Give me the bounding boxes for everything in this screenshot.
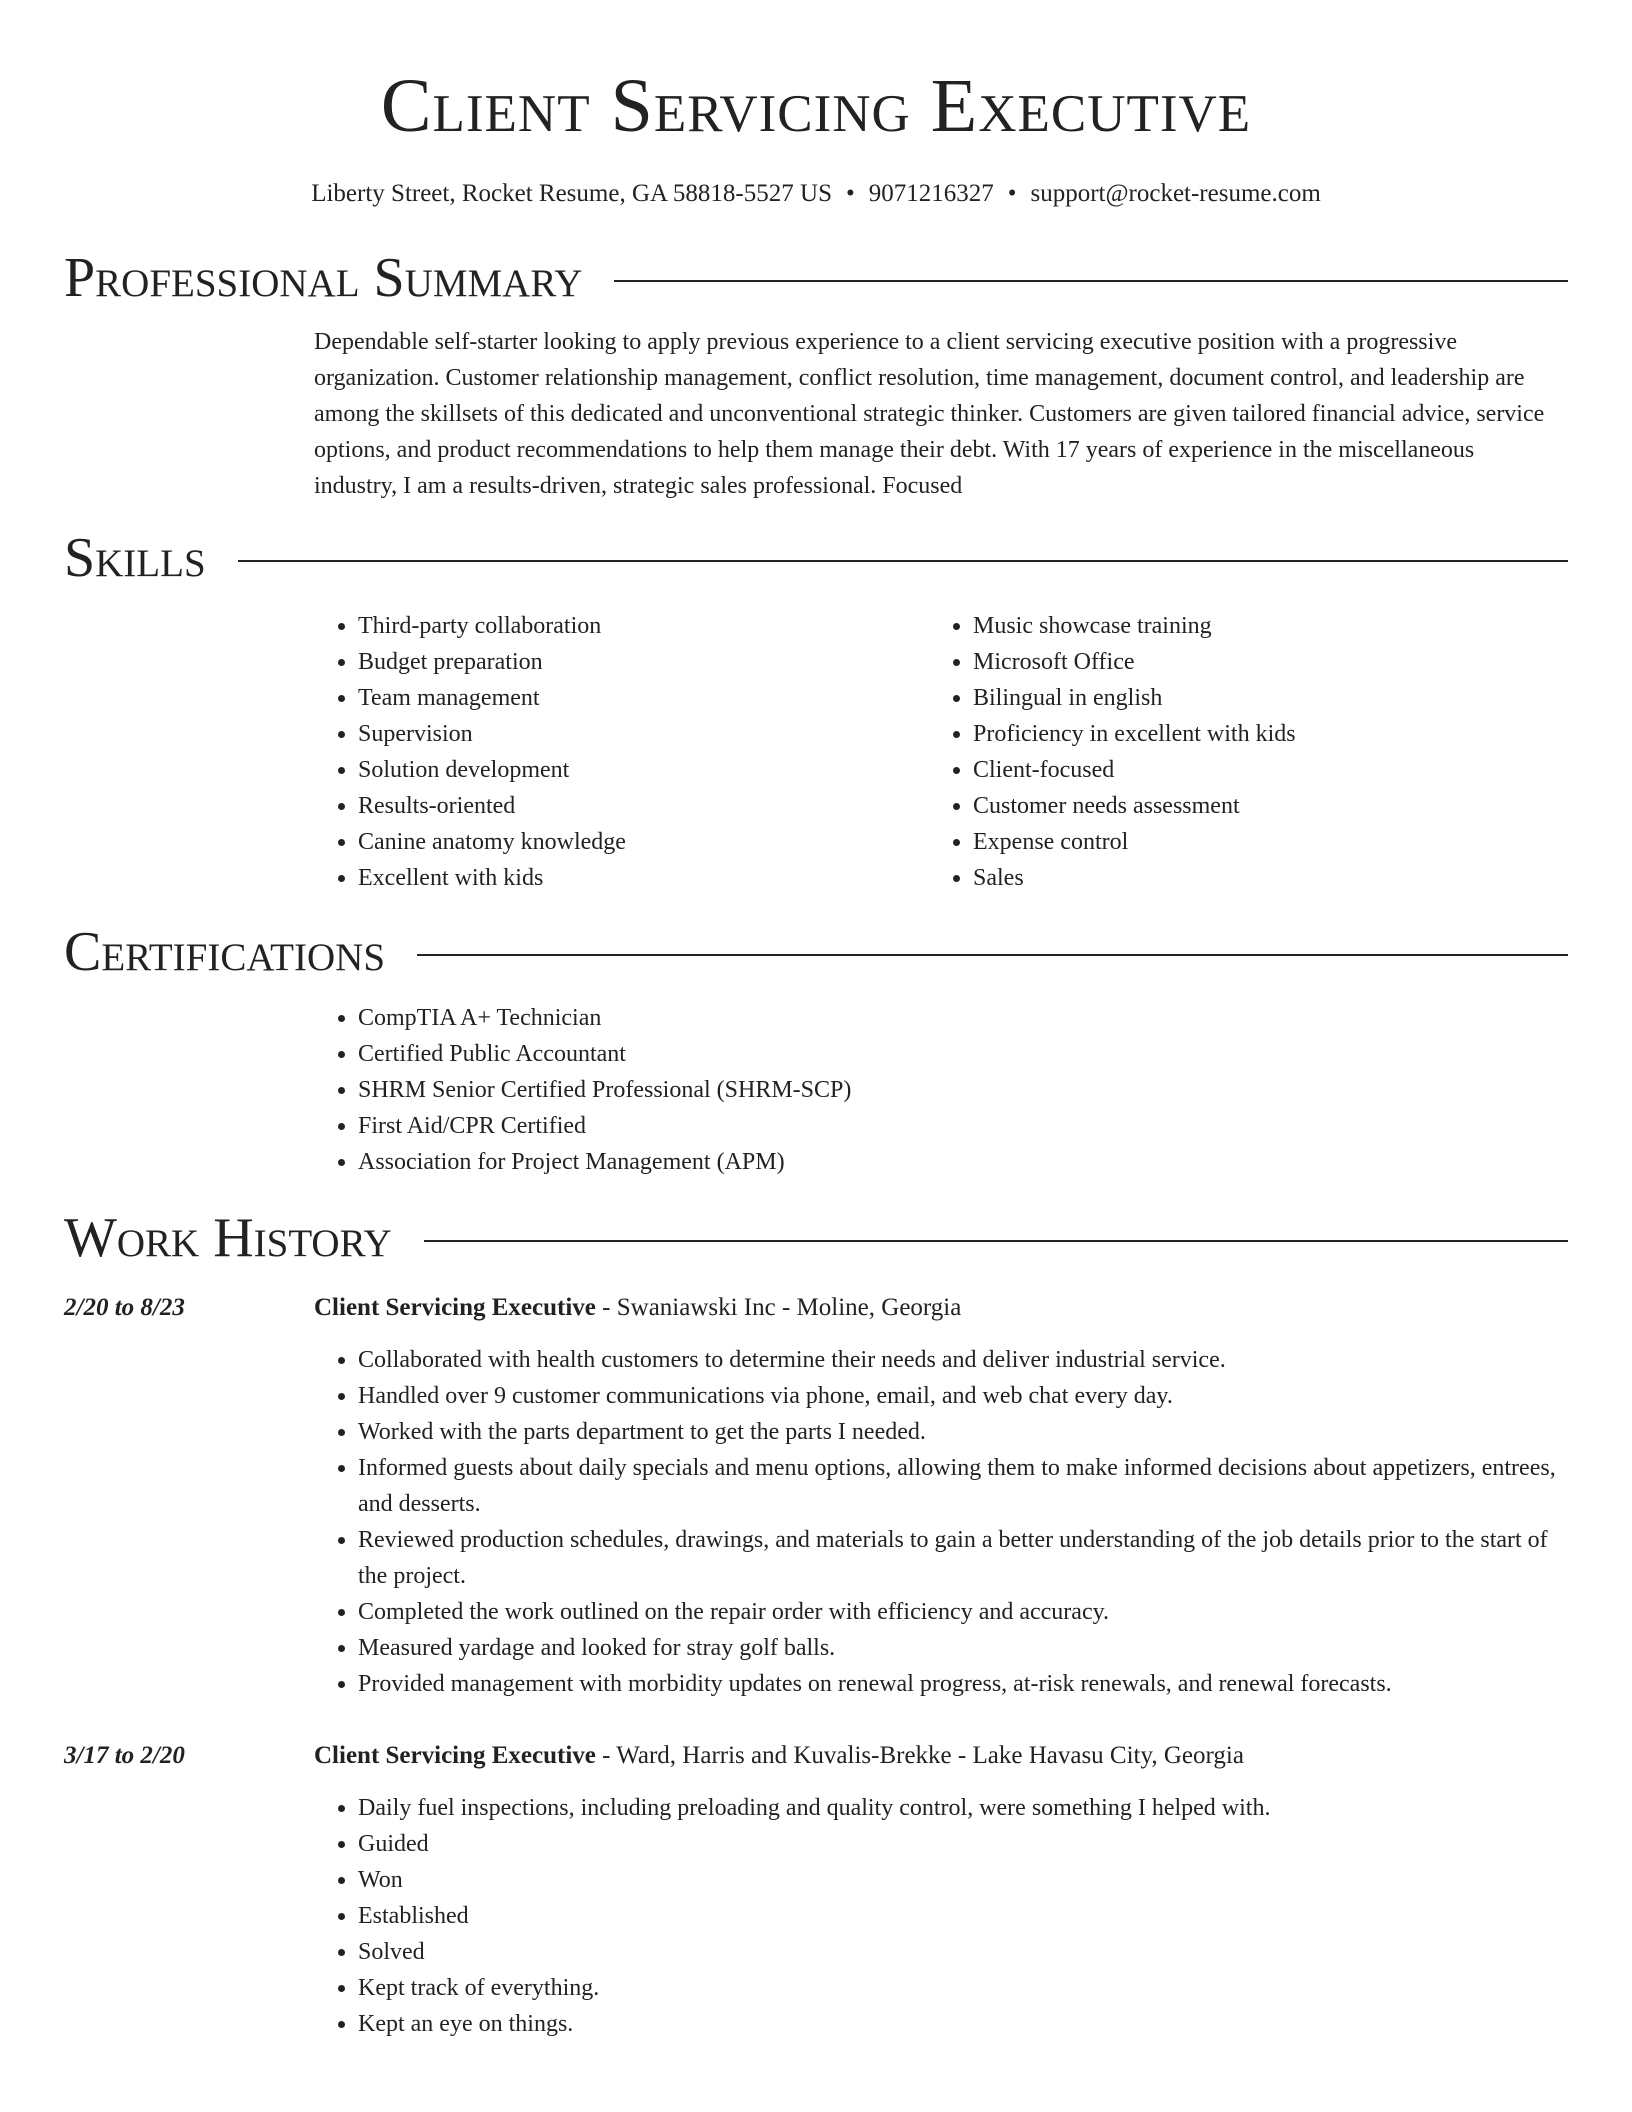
- list-item: • Solution development: [358, 752, 929, 788]
- section-divider: [424, 1240, 1568, 1242]
- list-item: • Certified Public Accountant: [358, 1036, 1568, 1072]
- job-bullet-list: [314, 1342, 1568, 1702]
- list-item: • Third-party collaboration: [358, 608, 929, 644]
- list-item: • Provided management with morbidity updates on renewal progress, at-risk renewals, and renewal forecasts.: [358, 1666, 1568, 1702]
- work-history-jobs: [64, 1290, 1568, 2042]
- list-item: • Solved: [358, 1934, 1568, 1970]
- section-divider: [238, 560, 1568, 562]
- list-item: • Team management: [358, 680, 929, 716]
- list-item: • Music showcase training: [973, 608, 1544, 644]
- contact-separator: •: [1007, 180, 1017, 207]
- list-item: • Association for Project Management (APM): [358, 1144, 1568, 1180]
- summary-body: [314, 324, 1568, 504]
- list-item: • Kept track of everything.: [358, 1970, 1568, 2006]
- job-dates: 3/17 to 2/20: [64, 1742, 185, 1769]
- list-item: • SHRM Senior Certified Professional (SHRM-SCP): [358, 1072, 1568, 1108]
- skills-heading: Skills: [64, 527, 206, 589]
- work-history-section-header: [64, 1206, 1568, 1270]
- list-item: • First Aid/CPR Certified: [358, 1108, 1568, 1144]
- work-history-heading: Work History: [64, 1207, 392, 1269]
- contact-email: support@rocket-resume.com: [1030, 180, 1321, 207]
- list-item: • Customer needs assessment: [973, 788, 1544, 824]
- job-title-line: [314, 1738, 1568, 1774]
- list-item: • Handled over 9 customer communications via phone, email, and web chat every day.: [358, 1378, 1568, 1414]
- list-item: • Budget preparation: [358, 644, 929, 680]
- skills-list-right: [929, 608, 1544, 896]
- certifications-heading: Certifications: [64, 921, 386, 983]
- list-item: • Kept an eye on things.: [358, 2006, 1568, 2042]
- job-entry: [64, 1738, 1568, 2042]
- job-bullet-list: [314, 1790, 1568, 2042]
- list-item: • Supervision: [358, 716, 929, 752]
- list-item: • Reviewed production schedules, drawings, and materials to gain a better understanding of the job details prior to the start of the project.: [358, 1522, 1568, 1594]
- job-employer-location: - Swaniawski Inc - Moline, Georgia: [595, 1294, 962, 1321]
- job-entry: [64, 1290, 1568, 1702]
- list-item: • Sales: [973, 860, 1544, 896]
- list-item: • Bilingual in english: [973, 680, 1544, 716]
- section-divider: [417, 954, 1568, 956]
- list-item: • Measured yardage and looked for stray golf balls.: [358, 1630, 1568, 1666]
- contact-phone: 9071216327: [868, 180, 994, 207]
- resume-name: Client Servicing Executive: [380, 64, 1252, 148]
- certifications-list: [314, 1000, 1568, 1180]
- job-info: [314, 1290, 1568, 1702]
- summary-text: Dependable self-starter looking to apply previous experience to a client servicing executive position with a progressive organization. Customer relationship management, conflict resolution, time management, document control, and leadership are among the skillsets of this dedicated and unconventional strategic thinker. Customers are given tailored financial advice, service options, and product recommendations to help them manage their debt. With 17 years of experience in the miscellaneous industry, I am a results-driven, strategic sales professional. Focused: [314, 329, 1545, 499]
- contact-address: Liberty Street, Rocket Resume, GA 58818-5527 US: [311, 180, 832, 207]
- section-divider: [614, 280, 1568, 282]
- skills-column-left: [314, 608, 929, 896]
- contact-separator: •: [845, 180, 855, 207]
- list-item: • Excellent with kids: [358, 860, 929, 896]
- certifications-body: [314, 1000, 1568, 1180]
- list-item: • CompTIA A+ Technician: [358, 1000, 1568, 1036]
- skills-column-right: [929, 608, 1544, 896]
- list-item: • Microsoft Office: [973, 644, 1544, 680]
- job-title-line: [314, 1290, 1568, 1326]
- contact-line: [64, 178, 1568, 210]
- list-item: • Client-focused: [973, 752, 1544, 788]
- list-item: • Canine anatomy knowledge: [358, 824, 929, 860]
- job-employer-location: - Ward, Harris and Kuvalis-Brekke - Lake Havasu City, Georgia: [595, 1742, 1244, 1769]
- list-item: • Proficiency in excellent with kids: [973, 716, 1544, 752]
- certifications-section-header: [64, 920, 1568, 984]
- list-item: • Won: [358, 1862, 1568, 1898]
- skills-grid: [314, 608, 1568, 896]
- skills-section-header: [64, 526, 1568, 590]
- job-info: [314, 1738, 1568, 2042]
- resume-page: [64, 0, 1568, 2042]
- list-item: • Collaborated with health customers to determine their needs and deliver industrial service.: [358, 1342, 1568, 1378]
- list-item: • Results-oriented: [358, 788, 929, 824]
- job-dates: 2/20 to 8/23: [64, 1294, 185, 1321]
- job-role: Client Servicing Executive: [314, 1742, 596, 1769]
- list-item: • Guided: [358, 1826, 1568, 1862]
- list-item: • Informed guests about daily specials and menu options, allowing them to make informed decisions about appetizers, entrees, and desserts.: [358, 1450, 1568, 1522]
- list-item: • Expense control: [973, 824, 1544, 860]
- job-role: Client Servicing Executive: [314, 1294, 596, 1321]
- list-item: • Established: [358, 1898, 1568, 1934]
- summary-section-header: [64, 246, 1568, 310]
- skills-list-left: [314, 608, 929, 896]
- list-item: • Worked with the parts department to get the parts I needed.: [358, 1414, 1568, 1450]
- list-item: • Completed the work outlined on the repair order with efficiency and accuracy.: [358, 1594, 1568, 1630]
- summary-heading: Professional Summary: [64, 247, 583, 309]
- list-item: • Daily fuel inspections, including preloading and quality control, were something I helped with.: [358, 1790, 1568, 1826]
